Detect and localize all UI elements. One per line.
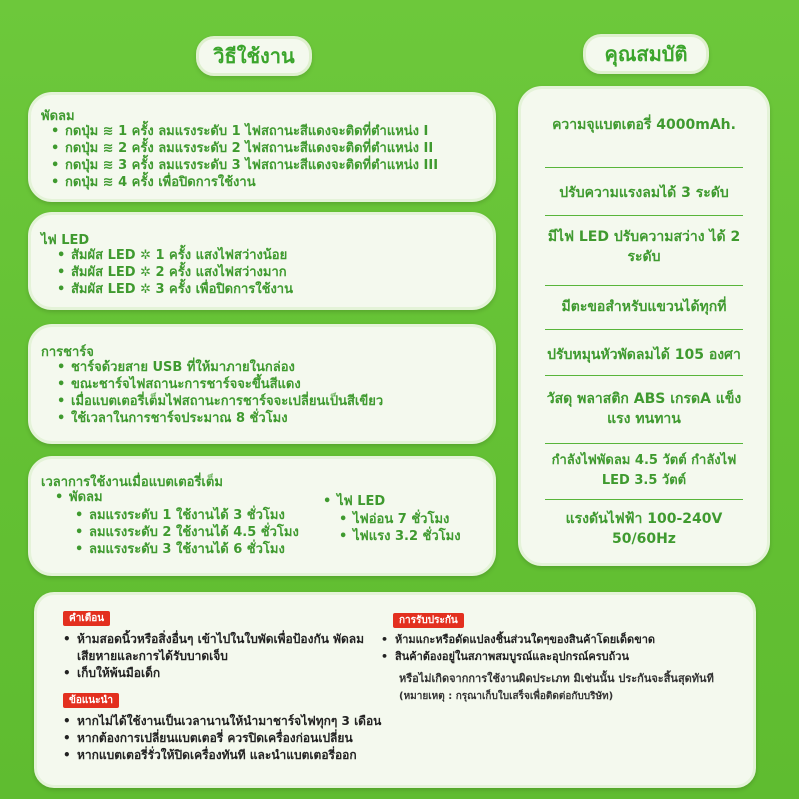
spec-rotation: ปรับหมุนหัวพัดลมได้ 105 องศา (547, 347, 741, 363)
fan-title: พัดลม (41, 109, 75, 124)
warranty-item: • ห้ามแกะหรือดัดแปลงชิ้นส่วนใดๆของสินค้าโดยเด็ดขาด (381, 631, 655, 648)
fan-item: • กดปุ่ม ≋ 4 ครั้ง เพื่อปิดการใช้งาน (51, 174, 438, 191)
spec-divider (545, 329, 743, 330)
warning-list (63, 631, 373, 682)
fan-instructions-box (28, 92, 496, 202)
spec-power: กำลังไฟพัดลม 4.5 วัตต์ กำลังไฟ LED 3.5 วัตต์ (551, 453, 737, 488)
advice-tag: ข้อแนะนำ (63, 693, 119, 708)
fan-item: • กดปุ่ม ≋ 3 ครั้ง ลมแรงระดับ 3 ไฟสถานะสีแดงจะติดที่ตำแหน่ง III (51, 157, 438, 174)
runtime-led-item: • ไฟแรง 3.2 ชั่วโมง (339, 528, 461, 545)
spec-divider (545, 443, 743, 444)
fan-item: • กดปุ่ม ≋ 2 ครั้ง ลมแรงระดับ 2 ไฟสถานะสีแดงจะติดที่ตำแหน่ง II (51, 140, 438, 157)
charging-item: • เมื่อแบตเตอรี่เต็มไฟสถานะการชาร์จจะเปลี่ยนเป็นสีเขียว (57, 393, 383, 410)
charging-item: • ขณะชาร์จไฟสถานะการชาร์จจะขึ้นสีแดง (57, 376, 383, 393)
runtime-title: เวลาการใช้งานเมื่อแบตเตอรี่เต็ม (41, 475, 223, 490)
runtime-fan-list (75, 507, 299, 558)
features-header: คุณสมบัติ (583, 34, 709, 74)
warranty-list (381, 631, 655, 665)
spec-hook: มีตะขอสำหรับแขวนได้ทุกที่ (561, 299, 727, 315)
features-box (518, 86, 770, 566)
advice-item: • หากไม่ได้ใช้งานเป็นเวลานานให้นำมาชาร์จไฟทุกๆ 3 เดือน (63, 713, 381, 730)
advice-list (63, 713, 381, 764)
fan-item: • กดปุ่ม ≋ 1 ครั้ง ลมแรงระดับ 1 ไฟสถานะสีแดงจะติดที่ตำแหน่ง I (51, 123, 438, 140)
warning-item: • ห้ามสอดนิ้วหรือสิ่งอื่นๆ เข้าไปในใบพัดเพื่อป้องกัน พัดลมเสียหายและการได้รับบาดเจ็บ (63, 631, 373, 665)
runtime-fan-item: • ลมแรงระดับ 2 ใช้งานได้ 4.5 ชั่วโมง (75, 524, 299, 541)
spec-divider (545, 215, 743, 216)
warranty-note: (หมายเหตุ : กรุณาเก็บใบเสร็จเพื่อติดต่อกับบริษัท) (399, 691, 614, 702)
runtime-box (28, 456, 496, 576)
led-item: • สัมผัส LED ✲ 3 ครั้ง เพื่อปิดการใช้งาน (57, 281, 293, 298)
advice-item: • หากแบตเตอรี่รั่วให้ปิดเครื่องทันที และนำแบตเตอรี่ออก (63, 747, 381, 764)
advice-item: • หากต้องการเปลี่ยนแบตเตอรี่ ควรปิดเครื่องก่อนเปลี่ยน (63, 730, 381, 747)
charging-title: การชาร์จ (41, 345, 94, 360)
spec-divider (545, 499, 743, 500)
led-title: ไฟ LED (41, 233, 90, 248)
notice-box (34, 592, 756, 788)
runtime-led-list (339, 511, 461, 545)
fan-list (51, 123, 438, 191)
spec-voltage: แรงดันไฟฟ้า 100-240V 50/60Hz (565, 511, 723, 547)
led-instructions-box (28, 212, 496, 310)
led-item: • สัมผัส LED ✲ 2 ครั้ง แสงไฟสว่างมาก (57, 264, 293, 281)
spec-material: วัสดุ พลาสติก ABS เกรดA แข็งแรง ทนทาน (546, 391, 742, 427)
warning-tag: คำเตือน (63, 611, 110, 626)
runtime-fan-label (55, 489, 103, 506)
charging-box (28, 324, 496, 444)
runtime-led-item: • ไฟอ่อน 7 ชั่วโมง (339, 511, 461, 528)
runtime-fan-heading: • พัดลม (55, 489, 103, 506)
spec-fan-levels: ปรับความแรงลมได้ 3 ระดับ (559, 185, 729, 201)
warranty-tag: การรับประกัน (393, 613, 464, 628)
spec-divider (545, 375, 743, 376)
charging-list (57, 359, 383, 427)
warranty-item: • สินค้าต้องอยู่ในสภาพสมบูรณ์และอุปกรณ์ครบถ้วน (381, 648, 655, 665)
spec-battery: ความจุแบตเตอรี่ 4000mAh. (552, 117, 736, 133)
runtime-led-label (323, 493, 385, 510)
warranty-continuation: หรือไม่เกิดจากการใช้งานผิดประเภท มิเช่นนั้น ประกันจะสิ้นสุดทันที (399, 672, 714, 685)
spec-divider (545, 285, 743, 286)
spec-led: มีไฟ LED ปรับความสว่าง ได้ 2 ระดับ (547, 229, 741, 265)
runtime-fan-item: • ลมแรงระดับ 3 ใช้งานได้ 6 ชั่วโมง (75, 541, 299, 558)
usage-header: วิธีใช้งาน (196, 36, 312, 76)
charging-item: • ใช้เวลาในการชาร์จประมาณ 8 ชั่วโมง (57, 410, 383, 427)
led-item: • สัมผัส LED ✲ 1 ครั้ง แสงไฟสว่างน้อย (57, 247, 293, 264)
warning-item: • เก็บให้พ้นมือเด็ก (63, 665, 373, 682)
led-list (57, 247, 293, 298)
runtime-fan-item: • ลมแรงระดับ 1 ใช้งานได้ 3 ชั่วโมง (75, 507, 299, 524)
charging-item: • ชาร์จด้วยสาย USB ที่ให้มาภายในกล่อง (57, 359, 383, 376)
runtime-led-heading: • ไฟ LED (323, 493, 385, 510)
spec-divider (545, 167, 743, 168)
